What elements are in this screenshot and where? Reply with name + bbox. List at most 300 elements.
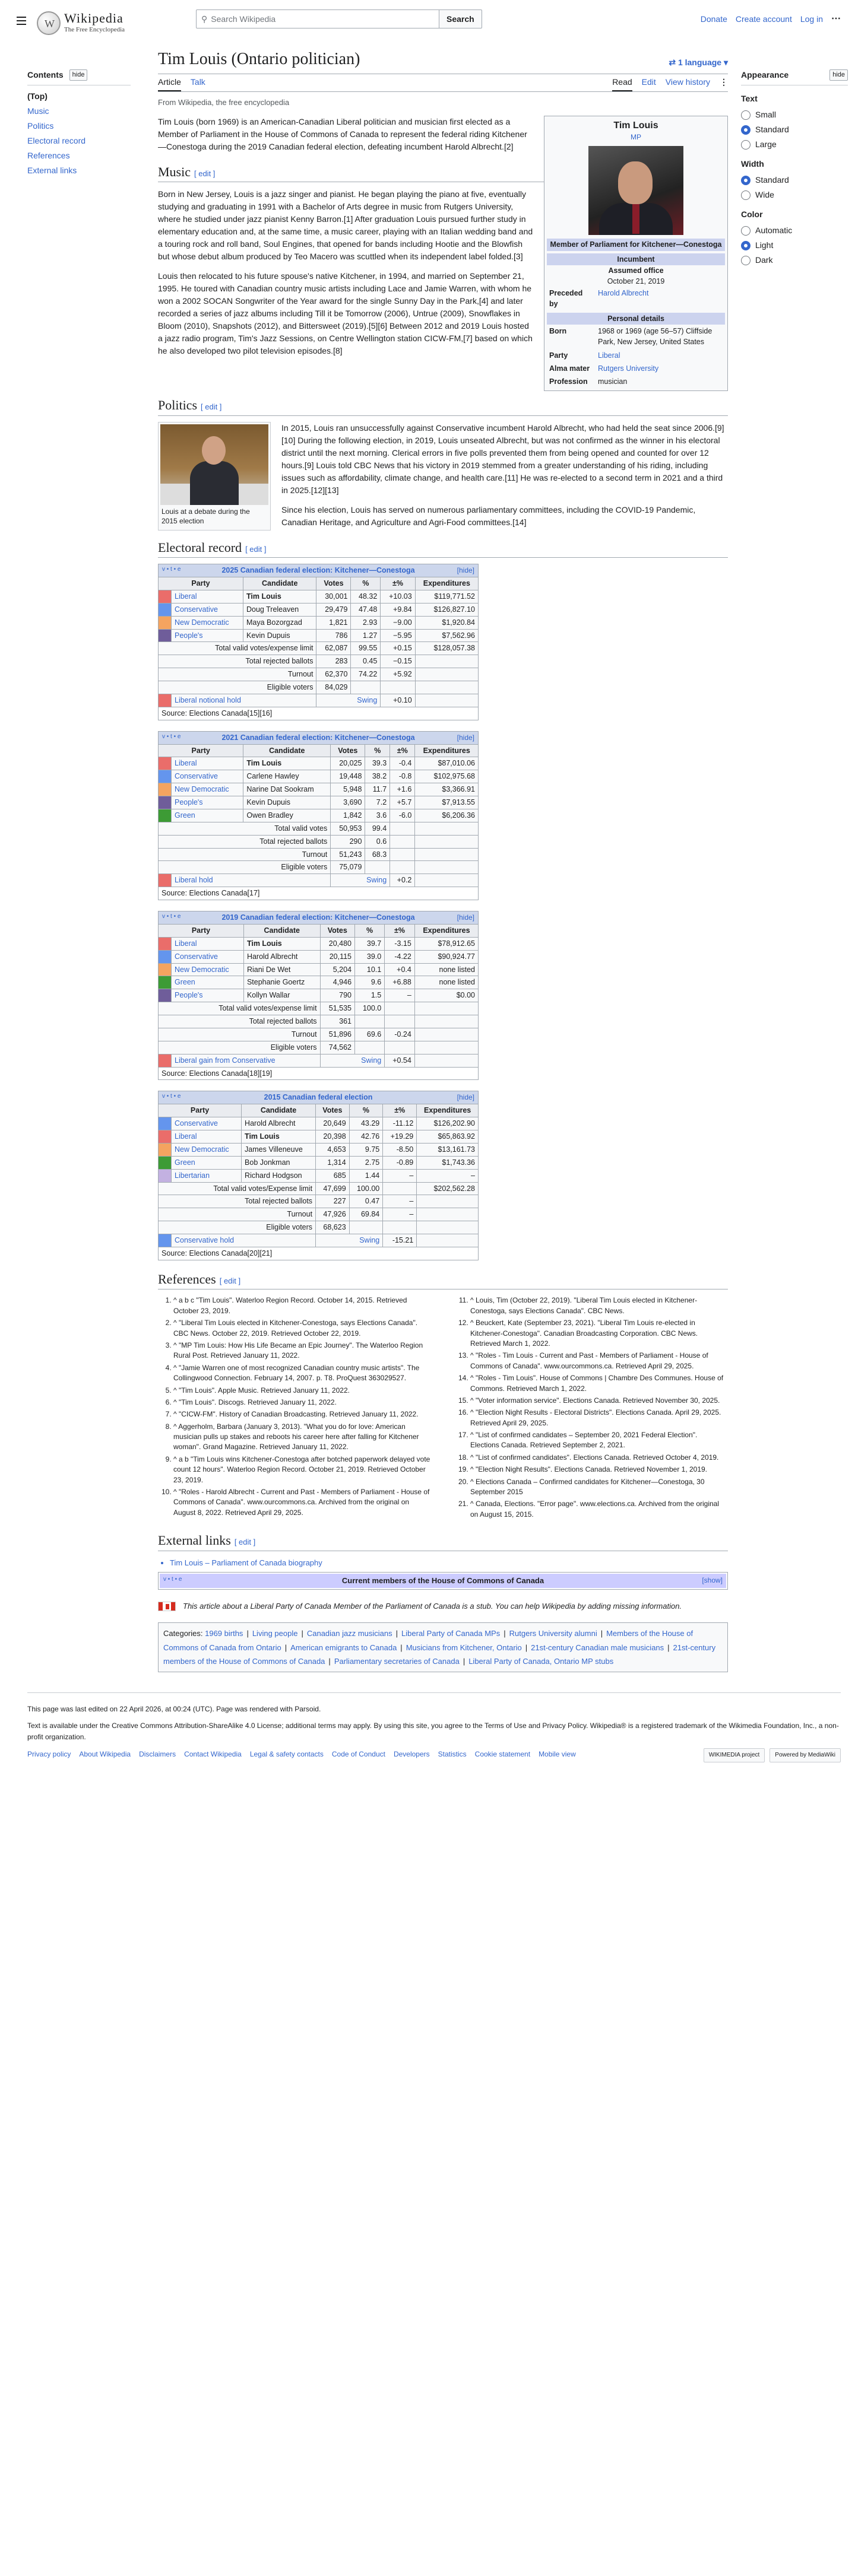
category-link[interactable]: 1969 births: [205, 1629, 243, 1638]
category-link[interactable]: Liberal Party of Canada MPs: [401, 1629, 501, 1638]
edit-section-link[interactable]: [ edit ]: [219, 1276, 241, 1285]
party-color-swatch: [159, 1130, 172, 1144]
total-label: Eligible voters: [159, 1221, 316, 1234]
candidate-cell: Kevin Dupuis: [243, 629, 316, 642]
column-header: Candidate: [243, 924, 320, 937]
section-heading-external-links: [158, 1532, 728, 1551]
value-cell: 42.76: [349, 1130, 383, 1144]
reference-item: 13. ^ "Roles - Tim Louis - Current and Past - Members of Parliament - House of Commons of Canada". www.ourcommons.ca. Retrieved April 29, 2025.: [470, 1351, 728, 1371]
hide-button[interactable]: [hide]: [457, 913, 474, 922]
value-cell: -11.12: [383, 1117, 417, 1130]
hide-button[interactable]: [hide]: [457, 1093, 474, 1102]
total-value: [415, 861, 479, 874]
navbox-title[interactable]: Current members of the House of Commons of Canada: [341, 1576, 544, 1586]
total-label: Total valid votes/expense limit: [159, 642, 316, 655]
candidate-cell: Riani De Wet: [243, 963, 320, 976]
debate-photo[interactable]: [160, 424, 268, 505]
value-cell: -4.22: [385, 950, 415, 963]
value-cell: 38.2: [365, 770, 390, 783]
tab-edit[interactable]: Edit: [641, 77, 656, 87]
value-cell: 1,314: [316, 1156, 350, 1169]
value-cell: $7,913.55: [415, 796, 479, 809]
total-label: Turnout: [159, 1028, 321, 1041]
election-tables: [158, 564, 728, 1260]
candidate-row: [159, 783, 479, 796]
table-caption: [159, 731, 479, 744]
footer-link[interactable]: Statistics: [438, 1750, 467, 1759]
reference-item: 19. ^ "Election Night Results". Elections Canada. Retrieved November 1, 2019.: [470, 1465, 728, 1475]
vte-links[interactable]: v • t • e: [162, 913, 181, 920]
candidate-row: [159, 629, 479, 642]
caption-text[interactable]: 2021 Canadian federal election: Kitchener—Conestoga: [221, 733, 415, 742]
reference-item: 15. ^ "Voter information service". Elections Canada. Retrieved November 30, 2025.: [470, 1396, 728, 1406]
main-menu-icon[interactable]: [12, 11, 31, 30]
total-value: [415, 835, 479, 848]
infobox-postnominal[interactable]: MP: [631, 133, 641, 142]
total-value: [415, 848, 479, 861]
source-cell: Source: Elections Canada[17]: [159, 887, 479, 900]
total-value: [355, 1041, 385, 1054]
party-cell[interactable]: Conservative: [172, 603, 243, 616]
source-row: [159, 707, 479, 720]
total-value: 0.47: [349, 1195, 383, 1208]
radio-label: Automatic: [755, 225, 793, 235]
value-cell: $78,912.65: [414, 937, 478, 950]
column-header: Party: [159, 1104, 242, 1117]
value-cell: +0.4: [385, 963, 415, 976]
total-row: [159, 642, 479, 655]
total-label: Turnout: [159, 848, 331, 861]
total-value: +0.15: [381, 642, 415, 655]
search-form: [196, 9, 482, 28]
tab-read[interactable]: Read: [612, 76, 632, 91]
donate-link[interactable]: Donate: [700, 14, 727, 24]
stub-notice: [158, 1600, 728, 1612]
category-link[interactable]: Rutgers University alumni: [509, 1629, 597, 1638]
category-link[interactable]: 21st-century members of the House of Commons of Canada: [163, 1643, 716, 1666]
party-cell[interactable]: New Democratic: [172, 1143, 242, 1156]
total-value: [385, 1015, 415, 1028]
candidate-cell: Tim Louis: [243, 937, 320, 950]
party-cell[interactable]: New Democratic: [172, 783, 243, 796]
total-value: -0.24: [385, 1028, 415, 1041]
vte-links[interactable]: v • t • e: [162, 1093, 181, 1100]
total-value: 227: [316, 1195, 350, 1208]
footer-link[interactable]: About Wikipedia: [79, 1750, 131, 1759]
value-cell: −5.95: [381, 629, 415, 642]
party-color-swatch: [159, 1234, 172, 1247]
appearance-panel: [741, 46, 848, 1672]
candidate-cell: Maya Bozorgzad: [243, 616, 316, 629]
value-cell: $119,771.52: [415, 590, 478, 603]
source-row: [159, 1067, 479, 1080]
reference-item: 16. ^ "Election Night Results - Electoral Districts". Elections Canada. April 29, 2025. Retrieved April 29, 2025.: [470, 1408, 728, 1428]
party-color-swatch: [159, 590, 172, 603]
value-cell: +9.84: [381, 603, 415, 616]
page-footer: [27, 1692, 841, 1762]
party-cell[interactable]: Liberal: [172, 590, 243, 603]
party-cell[interactable]: People's: [172, 796, 243, 809]
party-cell[interactable]: New Democratic: [172, 963, 244, 976]
alma-mater-value[interactable]: Rutgers University: [598, 364, 659, 373]
profession-label: Profession: [549, 377, 588, 386]
candidate-cell: Kevin Dupuis: [243, 796, 331, 809]
vte-links[interactable]: v • t • e: [162, 566, 181, 573]
text-large-radio[interactable]: [741, 138, 848, 151]
candidate-cell: Carlene Hawley: [243, 770, 331, 783]
footer-link[interactable]: Disclaimers: [139, 1750, 176, 1759]
reference-item: 5. ^ "Tim Louis". Apple Music. Retrieved January 11, 2022.: [173, 1386, 431, 1396]
preceded-label: Preceded by: [549, 288, 583, 309]
total-value: 51,535: [320, 1002, 354, 1015]
language-button[interactable]: ⇄ 1 language ▾: [669, 58, 728, 68]
value-cell: 1,821: [316, 616, 351, 629]
color-automatic-radio[interactable]: [741, 224, 848, 237]
footer-link[interactable]: Contact Wikipedia: [184, 1750, 242, 1759]
page-title: Tim Louis (Ontario politician): [158, 50, 360, 68]
election-table: [158, 1091, 479, 1260]
category-link[interactable]: American emigrants to Canada: [290, 1643, 397, 1652]
reference-item: 6. ^ "Tim Louis". Discogs. Retrieved January 11, 2022.: [173, 1397, 431, 1408]
party-label: Party: [549, 351, 568, 360]
candidate-row: [159, 603, 479, 616]
party-cell[interactable]: Green: [172, 976, 244, 989]
radio-label: Wide: [755, 190, 774, 199]
category-link[interactable]: 21st-century Canadian male musicians: [531, 1643, 664, 1652]
stub-text: This article about a Liberal Party of Canada Member of the Parliament of Canada is a stub. You can help Wikipedia by adding missing information.: [183, 1601, 682, 1611]
toc-header: [27, 69, 131, 85]
total-value: 50,953: [331, 822, 365, 835]
caption-text[interactable]: 2025 Canadian federal election: Kitchener—Conestoga: [221, 566, 415, 575]
value-cell: -0.8: [390, 770, 415, 783]
total-value: –: [383, 1208, 417, 1221]
value-cell: -0.89: [383, 1156, 417, 1169]
total-value: 0.6: [365, 835, 390, 848]
globe-icon: [37, 11, 61, 35]
party-cell[interactable]: Conservative: [172, 1117, 242, 1130]
candidate-cell: James Villeneuve: [242, 1143, 316, 1156]
total-value: 99.4: [365, 822, 390, 835]
category-link[interactable]: Musicians from Kitchener, Ontario: [406, 1643, 522, 1652]
category-link[interactable]: Liberal Party of Canada, Ontario MP stubs: [468, 1657, 614, 1666]
value-cell: $6,206.36: [415, 809, 479, 822]
party-value[interactable]: Liberal: [598, 351, 620, 360]
category-separator: |: [463, 1657, 466, 1666]
party-cell[interactable]: Liberal: [172, 937, 244, 950]
hold-label[interactable]: Liberal gain from Conservative: [172, 1054, 321, 1067]
column-header: Party: [159, 577, 243, 590]
swing-label[interactable]: Swing: [316, 694, 381, 707]
total-value: [415, 655, 478, 668]
lead-paragraph: Tim Louis (born 1969) is an American-Canadian Liberal politician and musician first elected as a Member of Parliament in the House of Commons of Canada to represent the federal riding Kitchener—Conestoga during the 2019 Canadian federal election, defeating incumbent Harold Albrecht.[2]: [158, 116, 527, 151]
toc-item-politics[interactable]: Politics: [27, 121, 54, 131]
category-separator: |: [525, 1643, 528, 1652]
footer-link[interactable]: Developers: [393, 1750, 430, 1759]
color-light-radio[interactable]: [741, 239, 848, 252]
column-header: Expenditures: [415, 577, 478, 590]
total-value: 47,699: [316, 1182, 350, 1195]
party-cell[interactable]: Conservative: [172, 950, 244, 963]
column-header: %: [355, 924, 385, 937]
party-color-swatch: [159, 1169, 172, 1182]
toc-item-references[interactable]: References: [27, 151, 70, 160]
edit-section-link[interactable]: [ edit ]: [234, 1538, 256, 1547]
preceded-value[interactable]: Harold Albrecht: [598, 288, 649, 297]
page-title-bar: [158, 46, 728, 74]
value-cell: $0.00: [414, 989, 478, 1002]
party-cell[interactable]: New Democratic: [172, 616, 243, 629]
total-value: [383, 1221, 417, 1234]
value-cell: 43.29: [349, 1117, 383, 1130]
politics-paragraph-1: In 2015, Louis ran unsuccessfully against Conservative incumbent Harold Albrecht, who had held the seat since 2006.[9][10] During the following election, in 2019, Louis unseated Albrecht, but was not confirmed as the winner in his electoral district until the next morning. Clerical errors in five polls prevented them from being opened and counted for over 12 hours.[9] Louis told CBC News that his victory in 2019 stemmed from a greater understanding of his riding, including issues such as affordability, climate change, and health care.[11] He was re-elected to a second term in 2021 and a third in 2025.[12][13]: [281, 423, 724, 495]
source-cell: Source: Elections Canada[20][21]: [159, 1247, 479, 1260]
appearance-title: Appearance: [741, 70, 789, 80]
candidate-cell: Tim Louis: [243, 590, 316, 603]
reference-item: 21. ^ Canada, Elections. "Error page". www.elections.ca. Archived from the original on August 15, 2015.: [470, 1499, 728, 1520]
party-cell[interactable]: Liberal: [172, 757, 243, 770]
swing-label[interactable]: Swing: [320, 1054, 385, 1067]
appearance-hide-button[interactable]: hide: [829, 69, 848, 81]
column-header: Candidate: [242, 1104, 316, 1117]
hold-label[interactable]: Liberal notional hold: [172, 694, 316, 707]
total-value: [414, 1028, 478, 1041]
text-standard-radio[interactable]: [741, 123, 848, 136]
party-color-swatch: [159, 1117, 172, 1130]
column-header: Expenditures: [417, 1104, 479, 1117]
column-header: Expenditures: [415, 744, 479, 757]
section-heading-electoral-record: [158, 539, 728, 558]
born-label: Born: [549, 327, 567, 336]
references-left-column: [158, 1295, 431, 1522]
hold-row: [159, 1054, 479, 1067]
total-value: 68.3: [365, 848, 390, 861]
debate-thumbnail: [158, 422, 271, 531]
search-button[interactable]: Search: [439, 9, 482, 28]
toc-hide-button[interactable]: hide: [69, 69, 88, 81]
edit-section-link[interactable]: [ edit ]: [245, 544, 267, 554]
toc-item-music[interactable]: Music: [27, 106, 49, 116]
profession-value: musician: [598, 377, 628, 386]
navbox-show-button[interactable]: [show]: [702, 1576, 723, 1585]
candidate-cell: Bob Jonkman: [242, 1156, 316, 1169]
party-cell[interactable]: Green: [172, 1156, 242, 1169]
create-account-link[interactable]: Create account: [735, 14, 792, 24]
category-separator: |: [328, 1657, 331, 1666]
total-row: [159, 1028, 479, 1041]
total-value: [417, 1195, 479, 1208]
tab-view-history[interactable]: View history: [665, 77, 710, 87]
hold-row: [159, 874, 479, 887]
value-cell: $1,743.36: [417, 1156, 479, 1169]
category-link[interactable]: Canadian jazz musicians: [306, 1629, 392, 1638]
swing-label[interactable]: Swing: [331, 874, 390, 887]
party-color-swatch: [159, 796, 172, 809]
swing-label[interactable]: Swing: [316, 1234, 383, 1247]
category-separator: |: [504, 1629, 506, 1638]
total-row: [159, 835, 479, 848]
total-value: 290: [331, 835, 365, 848]
footer-link[interactable]: Mobile view: [539, 1750, 576, 1759]
total-label: Total rejected ballots: [159, 835, 331, 848]
hold-label[interactable]: Liberal hold: [172, 874, 331, 887]
election-table: [158, 731, 479, 900]
value-cell: none listed: [414, 963, 478, 976]
footer-link[interactable]: Privacy policy: [27, 1750, 71, 1759]
wikipedia-logo[interactable]: [37, 11, 173, 35]
empty-cell: [417, 1234, 479, 1247]
external-links-heading-text: External links: [158, 1533, 231, 1548]
footer-link[interactable]: Legal & safety contacts: [249, 1750, 324, 1759]
total-value: [383, 1182, 417, 1195]
edit-section-link[interactable]: [ edit ]: [194, 169, 216, 178]
toc-item-top[interactable]: (Top): [27, 91, 48, 101]
total-row: [159, 1208, 479, 1221]
value-cell: 685: [316, 1169, 350, 1182]
total-label: Total rejected ballots: [159, 1195, 316, 1208]
hide-button[interactable]: [hide]: [457, 566, 474, 575]
value-cell: 30,001: [316, 590, 351, 603]
total-value: 69.84: [349, 1208, 383, 1221]
party-cell[interactable]: People's: [172, 629, 243, 642]
value-cell: 20,649: [316, 1117, 350, 1130]
navbox-vte[interactable]: v • t • e: [163, 1576, 182, 1583]
width-standard-radio[interactable]: [741, 174, 848, 186]
party-color-swatch: [159, 937, 172, 950]
total-value: 99.55: [351, 642, 381, 655]
table-caption: [159, 911, 479, 925]
total-row: [159, 1041, 479, 1054]
born-value: 1968 or 1969 (age 56–57) Cliffside Park, New Jersey, United States: [598, 327, 712, 347]
value-cell: $90,924.77: [414, 950, 478, 963]
radio-label: Standard: [755, 175, 789, 185]
section-heading-politics: [158, 397, 728, 416]
footer-link[interactable]: Code of Conduct: [331, 1750, 385, 1759]
total-value: −0.15: [381, 655, 415, 668]
candidate-cell: Harold Albrecht: [243, 950, 320, 963]
category-separator: |: [395, 1629, 398, 1638]
search-input[interactable]: [196, 9, 439, 28]
party-cell[interactable]: Liberal: [172, 1130, 242, 1144]
page-tabs: [158, 74, 728, 92]
party-color-swatch: [159, 757, 172, 770]
candidate-row: [159, 1169, 479, 1182]
value-cell: 4,653: [316, 1143, 350, 1156]
category-link[interactable]: Living people: [252, 1629, 298, 1638]
tab-talk[interactable]: Talk: [190, 77, 205, 87]
reference-list: [158, 1295, 728, 1522]
external-link-parliament[interactable]: • Tim Louis – Parliament of Canada biography: [170, 1557, 728, 1569]
tools-menu-icon[interactable]: ⋮: [720, 77, 728, 87]
value-cell: 3,690: [331, 796, 365, 809]
category-link[interactable]: Members of the House of Commons of Canada from Ontario: [163, 1629, 694, 1652]
assumed-office-date: October 21, 2019: [607, 277, 665, 285]
categories-label[interactable]: Categories:: [163, 1629, 203, 1638]
value-cell: +19.29: [383, 1130, 417, 1144]
candidate-cell: Tim Louis: [243, 757, 331, 770]
vte-links[interactable]: v • t • e: [162, 733, 181, 740]
login-link[interactable]: Log in: [800, 14, 823, 24]
value-cell: $13,161.73: [417, 1143, 479, 1156]
header-row: [159, 744, 479, 757]
category-link[interactable]: Parliamentary secretaries of Canada: [334, 1657, 460, 1666]
total-value: 69.6: [355, 1028, 385, 1041]
wikimedia-badge[interactable]: WIKIMEDIA project: [704, 1748, 765, 1762]
value-cell: –: [417, 1169, 479, 1182]
infobox-incumbent: Incumbent: [547, 253, 725, 265]
total-value: [390, 835, 415, 848]
infobox: [544, 116, 728, 391]
total-row: [159, 822, 479, 835]
value-cell: 39.7: [355, 937, 385, 950]
candidate-row: [159, 1130, 479, 1144]
candidate-row: [159, 796, 479, 809]
reference-item: 4. ^ "Jamie Warren one of most recognized Canadian country music artists". The Collingwood Connection. February 14, 2007. p. T8. ProQuest 363029527.: [173, 1363, 431, 1384]
total-row: [159, 848, 479, 861]
value-cell: 20,115: [320, 950, 354, 963]
total-value: [417, 1208, 479, 1221]
search-icon: ⚲: [201, 14, 208, 24]
party-cell[interactable]: Green: [172, 809, 243, 822]
more-options-icon[interactable]: ⋯: [831, 14, 841, 24]
value-cell: $87,010.06: [415, 757, 479, 770]
tab-article[interactable]: Article: [158, 76, 181, 91]
swing-value: -15.21: [383, 1234, 417, 1247]
total-label: Turnout: [159, 668, 316, 681]
table-caption-row: [159, 564, 479, 577]
candidate-cell: Owen Bradley: [243, 809, 331, 822]
value-cell: +1.6: [390, 783, 415, 796]
column-header: Votes: [316, 1104, 350, 1117]
party-cell[interactable]: People's: [172, 989, 244, 1002]
value-cell: 790: [320, 989, 354, 1002]
toc-item-external-links[interactable]: External links: [27, 166, 77, 175]
value-cell: +6.88: [385, 976, 415, 989]
color-dark-radio[interactable]: [741, 254, 848, 266]
total-value: –: [383, 1195, 417, 1208]
party-cell[interactable]: Conservative: [172, 770, 243, 783]
hold-label[interactable]: Conservative hold: [172, 1234, 316, 1247]
section-heading-references: [158, 1271, 728, 1290]
total-value: [355, 1015, 385, 1028]
table-of-contents: [27, 46, 131, 1672]
total-label: Total valid votes: [159, 822, 331, 835]
caption-text[interactable]: 2015 Canadian federal election: [264, 1093, 373, 1102]
edit-section-link[interactable]: [ edit ]: [201, 402, 222, 411]
candidate-row: [159, 1156, 479, 1169]
candidate-cell: Kollyn Wallar: [243, 989, 320, 1002]
search-placeholder: Search Wikipedia: [211, 14, 276, 24]
width-wide-radio[interactable]: [741, 189, 848, 201]
text-small-radio[interactable]: [741, 109, 848, 121]
value-cell: 20,480: [320, 937, 354, 950]
footer-link[interactable]: Cookie statement: [474, 1750, 531, 1759]
candidate-row: [159, 963, 479, 976]
total-value: 100.0: [355, 1002, 385, 1015]
infobox-portrait[interactable]: [588, 146, 683, 235]
value-cell: 20,398: [316, 1130, 350, 1144]
header-row: [159, 577, 479, 590]
hide-button[interactable]: [hide]: [457, 733, 474, 742]
total-value: 361: [320, 1015, 354, 1028]
toc-item-electoral-record[interactable]: Electoral record: [27, 136, 86, 145]
total-row: [159, 668, 479, 681]
caption-text[interactable]: 2019 Canadian federal election: Kitchener—Conestoga: [221, 913, 415, 922]
party-cell[interactable]: Libertarian: [172, 1169, 242, 1182]
value-cell: $7,562.96: [415, 629, 478, 642]
infobox-office[interactable]: Member of Parliament for Kitchener—Conestoga: [547, 239, 725, 250]
hold-row: [159, 1234, 479, 1247]
mediawiki-badge[interactable]: Powered by MediaWiki: [770, 1748, 841, 1762]
